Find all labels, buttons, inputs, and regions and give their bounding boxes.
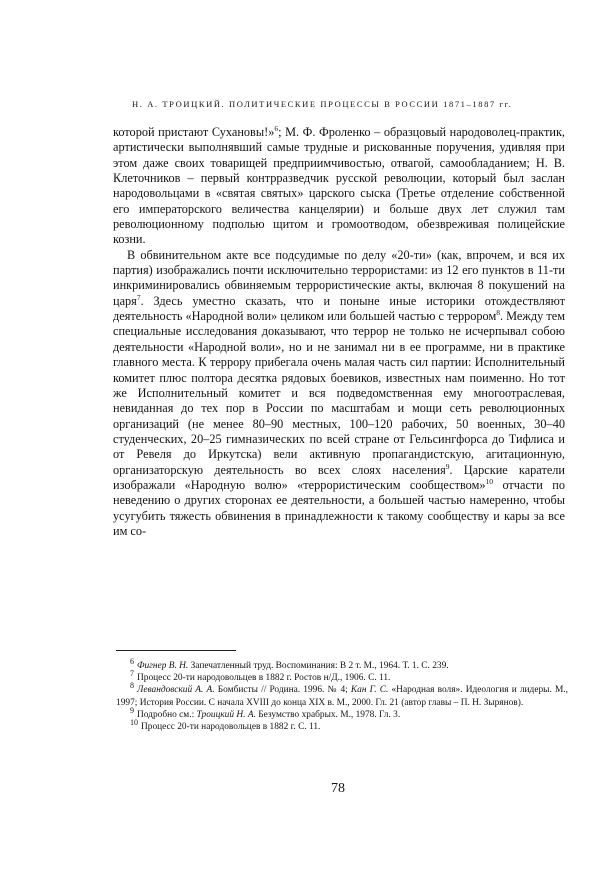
page-number: 78 (331, 781, 345, 796)
footnote: 8 Левандовский А. А. Бомбисты // Родина. 1996. № 4; Кан Г. С. «Народная воля». Идеология и лидеры. М., 1997; История России. С начала XVIII до конца XIX в. М., 2000. Гл. 21 (автор главы – П. Н. Зырянов). (116, 681, 568, 708)
footnotes (116, 656, 568, 733)
footnote: 10 Процесс 20-ти народовольцев в 1882 г. С. 11. (130, 717, 321, 733)
footnote: 9 Подробно см.: Троицкий Н. А. Безумство храбрых. М., 1978. Гл. 3. (130, 705, 401, 720)
footnote-ref: 9 (445, 461, 450, 471)
paragraph: которой пристают Сухановы!»$^6$; М. Ф. Фроленко – образцовый народоволец-практик, артистически выполнявший самые трудные и рискованные поручения, удивляя при этом даже своих товарищей предприимчивостью, отвагой, самообладанием; Н. В. Клеточников – первый контрразведчик русской революции, который был заслан народовольцами в «святая святых» царского сыска (Третье отделение собственной его императорского величества канцелярии) и больше двух лет служил там революционному подполью щитом и громоотводом, обезвреживая полицейские козни. (113, 123, 565, 247)
footnote-ref: 7 (136, 292, 141, 302)
footnote-ref: 8 (496, 308, 500, 318)
footnote: 6 Фигнер В. Н. Запечатленный труд. Воспоминания: В 2 т. М., 1964. Т. 1. С. 239. (130, 656, 449, 671)
footnote-ref: 6 (274, 123, 279, 133)
running-header: Н. А. ТРОИЦКИЙ. ПОЛИТИЧЕСКИЕ ПРОЦЕССЫ В РОССИИ 1871–1887 гг. (132, 99, 513, 109)
paragraph: В обвинительном акте все подсудимые по делу «20-ти» (как, впрочем, и вся их партия) изображались почти исключительно террористами: из 12 его пунктов в 11-ти инкриминировались обвиняемым террористические акты, включая 8 покушений на царя$^7$. Здесь уместно сказать, что и поныне иные историки отождествляют деятельность «Народной воли» целиком или большей частью с террором$^8$. Между тем специальные исследования доказывают, что террор не только не исчерпывал собою деятельности «Народной воли», но и не занимал ни в ее программе, ни в практике главного места. К террору прибегала очень малая часть сил партии: Исполнительный комитет плюс полтора десятка рядовых боевиков, известных нам поименно. Но тот же Исполнительный комитет и вся подведомственная ему многоотраслевая, невиданная до тех пор в России по масштабам и мощи сеть революционных организаций (не менее 80–90 местных, 100–120 рабочих, 50 военных, 30–40 студенческих, 20–25 гимназических по всей стране от Гельсингфорса до Тифлиса и от Ревеля до Иркутска) вели активную пропагандистскую, агитационную, организаторскую деятельность во всех слоях населения$^9$. Царские каратели изображали «Народную волю» «террористическим сообществом»$^{10}$ отчасти по неведению о других сторонах ее деятельности, а большей частью намеренно, чтобы усугубить тяжесть обвинения в принадлежности к такому сообществу и кары за все им со- (113, 247, 566, 538)
footnote-ref: 10 (485, 476, 494, 486)
footnote: 7 Процесс 20-ти народовольцев в 1882 г. Ростов н/Д., 1906. С. 11. (130, 669, 391, 684)
main-text (113, 125, 565, 539)
footnote-separator (116, 650, 236, 651)
